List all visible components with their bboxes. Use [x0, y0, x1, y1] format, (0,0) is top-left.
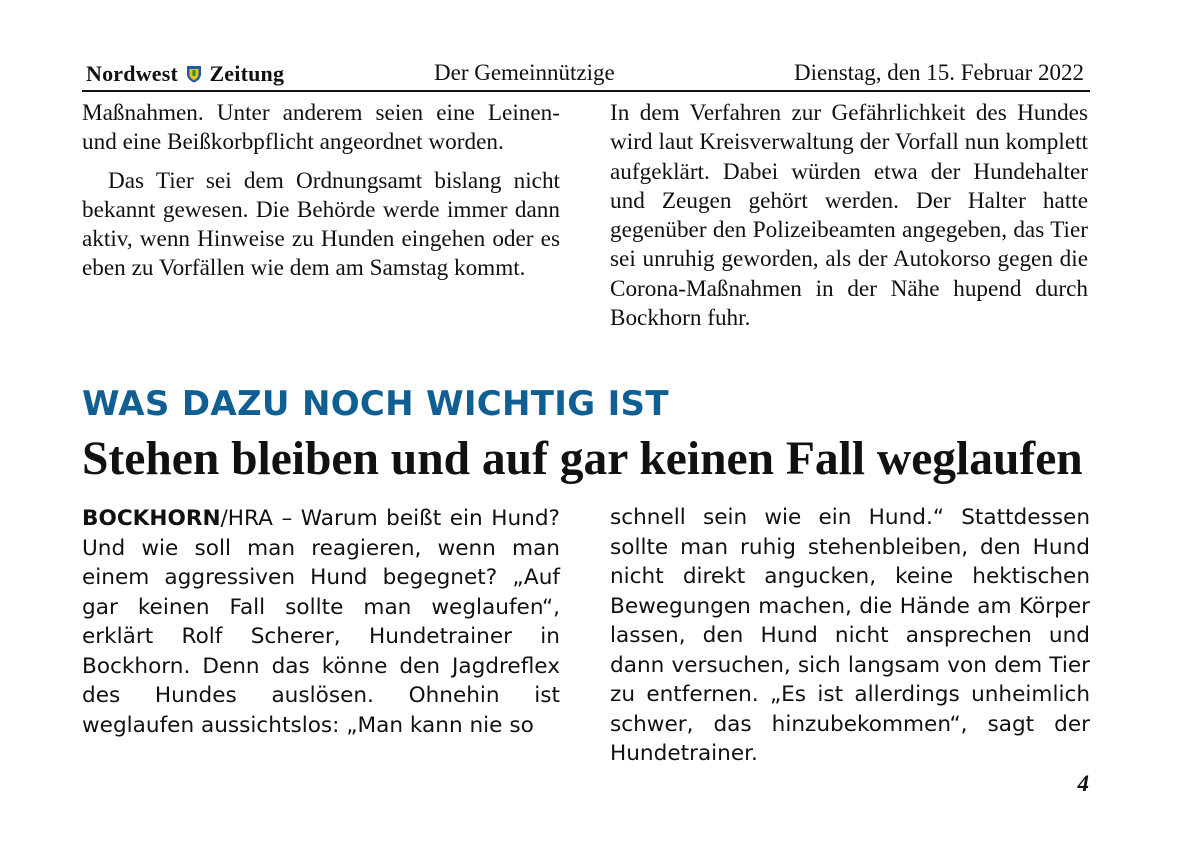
newspaper-tagline: Der Gemeinnützige: [434, 60, 615, 85]
article-headline: Stehen bleiben und auf gar keinen Fall weglaufen: [82, 433, 1083, 485]
newspaper-masthead: [86, 61, 284, 87]
article-bottom-column-2: [610, 503, 1090, 769]
masthead-brand-right: Zeitung: [209, 61, 285, 86]
paragraph: Maßnahmen. Unter anderem seien eine Leinen- und eine Beißkorbpflicht angeordnet worden.: [82, 100, 560, 156]
paragraph: In dem Verfahren zur Gefährlichkeit des Hundes wird laut Kreisverwaltung der Vorfall nun komplett aufgeklärt. Dabei würden etwa der Hundehalter und Zeugen gehört werden. Der Halter hatte gegenüber den Polizeibeamten angegeben, das Tier sei unruhig geworden, als der Autokorso gegen die Corona-Maßnahmen in der Nähe hupend durch Bockhorn fuhr.: [610, 100, 1088, 332]
page-number: 4: [1077, 771, 1089, 796]
section-kicker: WAS DAZU NOCH WICHTIG IST: [82, 384, 669, 424]
dateline-place: BOCKHORN: [82, 506, 221, 531]
paragraph: [82, 504, 560, 740]
page-header: [82, 58, 1090, 90]
issue-date: Dienstag, den 15. Februar 2022: [794, 60, 1084, 85]
header-divider: [82, 90, 1090, 92]
dateline-agency: /HRA –: [220, 506, 301, 531]
paragraph-text: Warum beißt ein Hund? Und wie soll man reagieren, wenn man einem aggressiven Hund begegnet? „Auf gar keinen Fall sollte man weglaufen“, erklärt Rolf Scherer, Hundetrainer in Bockhorn. Denn das könne den Jagdreflex des Hundes auslösen. Ohnehin ist weglaufen aussichtslos: „Man kann nie so: [82, 506, 560, 738]
article-bottom-column-1: [82, 504, 560, 740]
article-top-column-2: [610, 99, 1088, 333]
paragraph: schnell sein wie ein Hund.“ Stattdessen sollte man ruhig stehenbleiben, den Hund nicht direkt angucken, keine hektischen Bewegungen machen, die Hände am Körper lassen, den Hund nicht ansprechen und dann versuchen, sich langsam von dem Tier zu entfernen. „Es ist allerdings unheimlich schwer, das hinzubekommen“, sagt der Hundetrainer.: [610, 505, 1090, 766]
crest-icon: [186, 65, 202, 83]
paragraph: Das Tier sei dem Ordnungsamt bislang nicht bekannt gewesen. Die Behörde werde immer dann aktiv, wenn Hinweise zu Hunden eingehen oder es eben zu Vorfällen wie dem am Samstag kommt.: [82, 167, 560, 282]
article-top-column-1: [82, 99, 560, 284]
masthead-brand-left: Nordwest: [86, 61, 179, 86]
